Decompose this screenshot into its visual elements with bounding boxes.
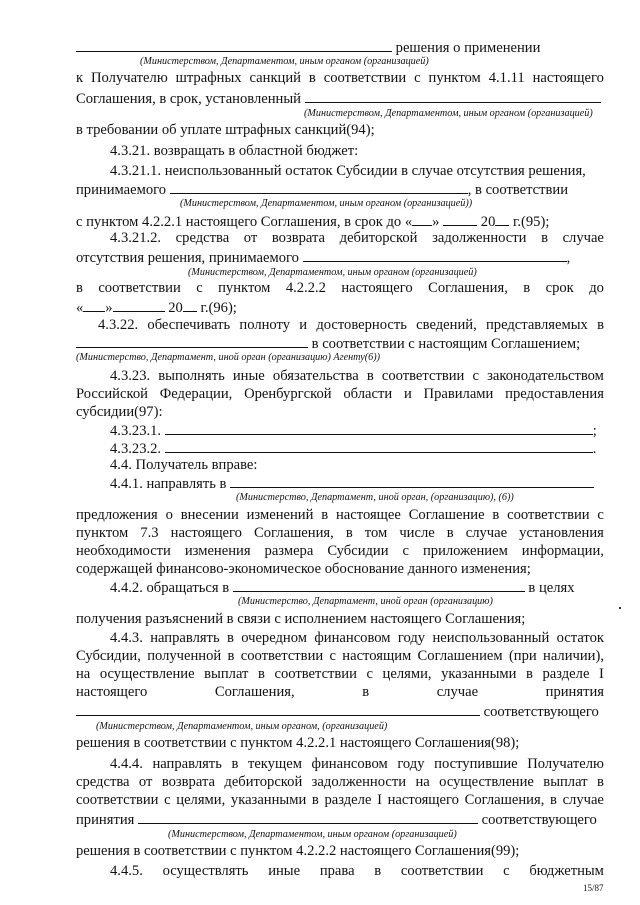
word: соответствии (381, 368, 465, 384)
word: финансовом (311, 756, 388, 772)
word: бюджетным (529, 863, 604, 879)
text-line (76, 386, 604, 403)
word: с (597, 507, 604, 523)
word: информации, (521, 543, 604, 559)
word: установления (519, 525, 604, 541)
text-line (76, 280, 604, 297)
blank-field (165, 421, 593, 435)
word: иные (268, 863, 301, 879)
word: осуществлять (162, 863, 249, 879)
word: Соглашения, (214, 684, 295, 700)
text-line (76, 507, 604, 524)
field-caption: (Министерством, Департаментом, иным органом (организацией) (168, 829, 457, 840)
word: обеспечивать (147, 317, 231, 333)
word: разделе (542, 666, 590, 682)
word: Получателю (91, 70, 168, 86)
word: целями, (382, 666, 432, 682)
word: законодательством (487, 368, 604, 384)
text-line (110, 630, 604, 647)
word: с (414, 70, 421, 86)
blank-field (113, 298, 165, 312)
text-line (76, 792, 604, 809)
word: 4.1.11 (488, 70, 525, 86)
word: 4.4.5. (110, 863, 143, 879)
word: представляемых (485, 317, 588, 333)
word: необходимости (76, 543, 171, 559)
text-line: 4.3.23.2. . (110, 441, 597, 457)
text-line: 4.4.2. обращаться в в целях (110, 580, 575, 596)
blank-field (495, 212, 509, 226)
word: пунктом (428, 70, 481, 86)
text-line: 4.3.21.1. неиспользованный остаток Субсидии в случае отсутствия решения, (110, 163, 586, 179)
blank-field (412, 212, 432, 226)
word: числе (399, 525, 435, 541)
text-line: принятия соответствующего (76, 812, 597, 828)
text-line (76, 684, 604, 701)
word: санкций (249, 70, 301, 86)
word: в (258, 666, 265, 682)
word: сведений, (416, 317, 477, 333)
word: текущем (247, 756, 302, 772)
word: в (597, 317, 604, 333)
text-line: решения о применении (76, 38, 540, 57)
text-line: Соглашения, в срок, установленный (76, 89, 601, 108)
word: от (243, 230, 258, 246)
word: разделе (324, 792, 372, 808)
blank-field (76, 702, 480, 716)
word: от (138, 774, 153, 790)
word: соответствии (274, 666, 357, 682)
word: выплат (204, 666, 249, 682)
word: настоящего (170, 525, 242, 541)
text-line (76, 543, 604, 560)
word: дебиторской (339, 230, 418, 246)
word: наличии), (543, 648, 604, 664)
text-line (76, 525, 604, 542)
word: случае (562, 792, 604, 808)
word: полученной (147, 648, 222, 664)
text-line: 4.4. Получатель вправе: (110, 457, 258, 473)
word: в (231, 756, 239, 772)
word: дебиторской (224, 774, 303, 790)
word: случае (436, 684, 479, 700)
word: возврата (161, 774, 215, 790)
word: очередном (241, 630, 307, 646)
text-line (110, 368, 604, 385)
word: изменения (184, 543, 251, 559)
word: права (319, 863, 355, 879)
word: в (374, 863, 382, 879)
text-line (76, 70, 604, 87)
word: возврата (271, 230, 326, 246)
word: 4.3.21.2. (110, 230, 162, 246)
word: достоверность (316, 317, 407, 333)
word: 4.3.23. (110, 368, 151, 384)
word: неиспользованный (432, 630, 550, 646)
word: приложением (422, 543, 508, 559)
word: соответствии (323, 70, 407, 86)
blank-field (303, 248, 567, 262)
word: 4.3.22. (98, 317, 139, 333)
word: в (541, 230, 548, 246)
text-line: содержащей финансово-экономическое обоснование данного изменения; (76, 561, 531, 577)
word: на (76, 666, 91, 682)
text-line: получения разъяснений в связи с исполнением настоящего Соглашения; (76, 611, 526, 627)
blank-field (170, 180, 468, 194)
field-caption: (Министерством, Департаментом, иным органом (организацией) (140, 56, 429, 67)
text-line (76, 648, 604, 665)
text-line: субсидии(97): (76, 404, 163, 420)
page-number: 15/87 (583, 883, 604, 893)
blank-field (138, 810, 478, 824)
word: и (403, 386, 412, 402)
word: I (377, 792, 382, 808)
word: задолженности (311, 774, 407, 790)
word: принятия (545, 684, 604, 700)
word: в (596, 774, 604, 790)
word: Получателю (527, 756, 604, 772)
word: указанными (230, 792, 307, 808)
word: до (589, 280, 604, 296)
word: в (227, 648, 235, 664)
blank-field (165, 439, 593, 453)
word: Соглашением (417, 648, 503, 664)
word: Федерации, (159, 386, 233, 402)
word: остаток (556, 630, 604, 646)
word: в (226, 630, 234, 646)
word: соответствии (507, 507, 590, 523)
word: финансовом (314, 630, 391, 646)
word: случае (562, 230, 604, 246)
word: осуществление (439, 774, 534, 790)
text-line: решения в соответствии с пунктом 4.2.2.1 настоящего Соглашения(98); (76, 735, 520, 751)
word: Субсидии, (76, 648, 141, 664)
text-line: в требовании об уплате штрафных санкций(94); (76, 122, 375, 138)
word: поступившие (434, 756, 518, 772)
word: в (362, 684, 370, 700)
text-line: 4.3.23.1. ; (110, 423, 597, 439)
word: в (345, 525, 353, 541)
word: в (492, 507, 500, 523)
word: 7.3 (140, 525, 159, 541)
word: Российской (76, 386, 148, 402)
word: задолженности (432, 230, 527, 246)
field-caption: (Министерство, Департамент, иной орган (организацию) (238, 596, 493, 607)
word: срок (545, 280, 574, 296)
word: случае (465, 525, 508, 541)
word: Соглашения, (254, 525, 334, 541)
field-caption: (Министерство, Департамент, иной орган (организацию) Агенту(6)) (76, 352, 381, 363)
word: в (311, 792, 319, 808)
word: в (523, 280, 531, 296)
word: Соглашения, (464, 792, 545, 808)
word: области (343, 386, 393, 402)
word: настоящего (341, 280, 413, 296)
word: Субсидии (327, 543, 389, 559)
word: внесении (180, 507, 239, 523)
word: 4.4.3. (110, 630, 143, 646)
word: настоящего (387, 792, 459, 808)
text-line: 4.3.21. возвращать в областной бюджет: (110, 143, 359, 159)
word: настоящего (76, 684, 148, 700)
scan-speck (619, 607, 621, 609)
field-caption: (Министерством, Департаментом, иным органом (организацией) (304, 108, 593, 119)
word: целями, (176, 792, 226, 808)
text-line: отсутствия решения, принимаемого , (76, 250, 571, 266)
word: направлять (150, 630, 220, 646)
word: средства (76, 774, 130, 790)
word: соответствии (400, 863, 484, 879)
blank-field (230, 474, 594, 488)
field-caption: (Министерством, Департаментом, иным органом (организацией)) (180, 198, 473, 209)
text-line: решения в соответствии с пунктом 4.2.2.2 настоящего Соглашения(99); (76, 843, 520, 859)
word: в (76, 280, 83, 296)
field-caption: (Министерство, Департамент, иной орган, (организацию), (6)) (236, 492, 514, 503)
text-line: 4.4.1. направлять в (110, 474, 594, 493)
word: направлять (152, 756, 222, 772)
word: пунктом (76, 525, 129, 541)
text-line: в соответствии с настоящим Соглашением; (76, 334, 580, 353)
word: выполнять (158, 368, 225, 384)
word: предложения (76, 507, 158, 523)
word: соответствии (240, 648, 324, 664)
word: штрафных (175, 70, 242, 86)
text-line (110, 863, 604, 880)
word: с (472, 368, 479, 384)
word: указанными (441, 666, 517, 682)
word: в (526, 666, 533, 682)
text-line: « » 20 г.(96); (76, 300, 237, 316)
text-line: с пунктом 4.2.2.1 настоящего Соглашения, в срок до « » 20 г.(95); (76, 214, 550, 230)
word: иные (232, 368, 265, 384)
word: Правилами (423, 386, 494, 402)
word: в (308, 70, 316, 86)
word: Соглашение (408, 507, 485, 523)
word: том (364, 525, 388, 541)
text-line: соответствующего (76, 702, 599, 721)
word: в (366, 368, 374, 384)
blank-field (233, 578, 525, 592)
word: соответствии (76, 792, 159, 808)
word: с (196, 280, 203, 296)
word: настоящего (532, 70, 604, 86)
word: на (415, 774, 430, 790)
text-line: принимаемого , в соответствии (76, 182, 569, 198)
blank-field (305, 89, 601, 103)
word: 4.4.4. (110, 756, 143, 772)
word: 4.2.2.2 (285, 280, 326, 296)
text-line (76, 774, 604, 791)
text-line (98, 317, 604, 334)
text-line (110, 230, 604, 247)
blank-field (83, 298, 105, 312)
word: изменений (246, 507, 314, 523)
blank-field (76, 38, 392, 52)
word: с (164, 792, 171, 808)
word: I (599, 666, 604, 682)
text-line (110, 756, 604, 773)
blank-field (443, 212, 477, 226)
word: выплат (543, 774, 588, 790)
word: году (397, 630, 426, 646)
word: пунктом (218, 280, 271, 296)
word: (при (508, 648, 537, 664)
blank-field (76, 334, 308, 348)
word: средства (175, 230, 230, 246)
word: соответствии (98, 280, 181, 296)
word: с (402, 543, 409, 559)
word: предоставления (505, 386, 604, 402)
word: размера (264, 543, 314, 559)
word: к (76, 70, 84, 86)
word: и (299, 317, 308, 333)
word: Оренбургской (244, 386, 332, 402)
word: настоящим (342, 648, 412, 664)
word: в (446, 525, 454, 541)
field-caption: (Министерством, Департаментом, иным органом, (организацией) (96, 721, 388, 732)
word: году (397, 756, 425, 772)
word: полноту (239, 317, 290, 333)
word: с (503, 863, 510, 879)
word: о (165, 507, 173, 523)
word: в (550, 792, 557, 808)
text-line (76, 666, 604, 683)
word: осуществление (99, 666, 195, 682)
word: обязательства (272, 368, 359, 384)
word: настоящее (336, 507, 401, 523)
word: с (329, 648, 336, 664)
word: с (366, 666, 373, 682)
field-caption: (Министерством, Департаментом, иным органом (организацией) (188, 267, 477, 278)
word: Соглашения, (428, 280, 508, 296)
blank-field (183, 298, 197, 312)
word: в (321, 507, 329, 523)
